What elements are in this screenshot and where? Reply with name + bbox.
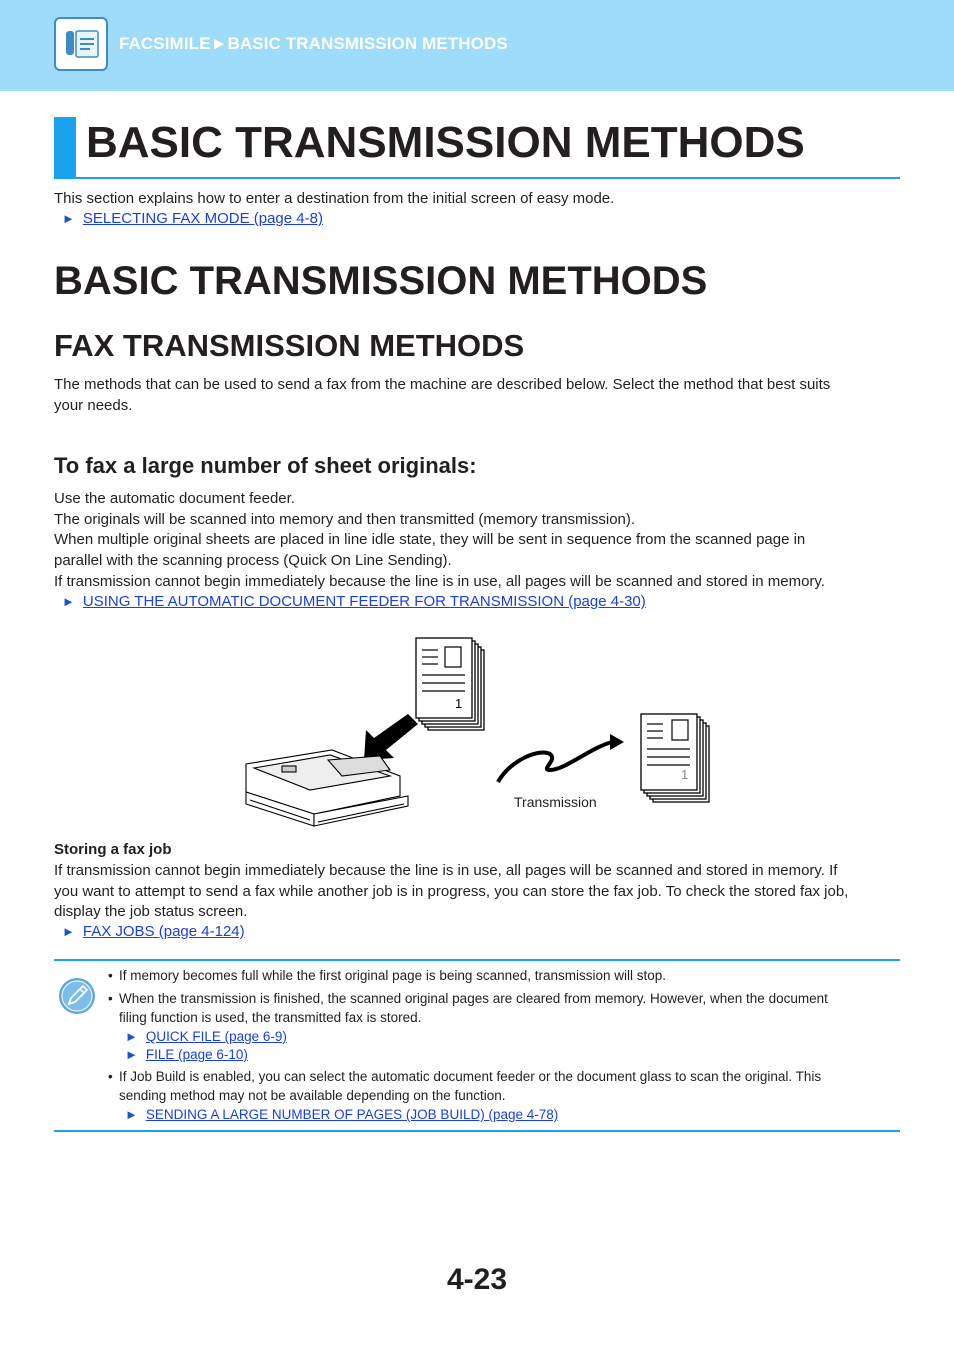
arrow-right-icon: ► [62, 211, 75, 226]
note-top-border [54, 959, 900, 961]
page-number: 4-23 [447, 1263, 508, 1296]
quick-file-link[interactable]: QUICK FILE (page 6-9) [145, 1029, 287, 1044]
transmission-caption: Transmission [514, 794, 597, 810]
section-title: BASIC TRANSMISSION METHODS [54, 259, 708, 303]
file-link-row [125, 1045, 248, 1065]
arrow-right-icon: ► [125, 1107, 138, 1122]
intro-link-row [62, 209, 323, 229]
fax-transmission-illustration [240, 630, 720, 830]
subsection-title: FAX TRANSMISSION METHODS [54, 328, 525, 363]
note-3-line-2: sending method may not be available depending on the function. [119, 1088, 506, 1103]
fax-jobs-link-row [62, 922, 245, 942]
adf-transmission-link[interactable]: USING THE AUTOMATIC DOCUMENT FEEDER FOR TRANSMISSION (page 4-30) [82, 593, 646, 610]
sheet-originals-line-1: Use the automatic document feeder. [54, 490, 295, 507]
file-link[interactable]: FILE (page 6-10) [145, 1047, 248, 1062]
note-bottom-border [54, 1130, 900, 1132]
adf-link-row [62, 592, 646, 612]
title-accent-bar [54, 117, 76, 177]
selecting-fax-mode-link[interactable]: SELECTING FAX MODE (page 4-8) [82, 210, 323, 227]
copier-machine [246, 750, 408, 826]
right-page-number: 1 [681, 767, 689, 782]
quick-file-link-row [125, 1027, 287, 1047]
sheet-originals-line-3: When multiple original sheets are placed in line idle state, they will be sent in sequence from the scanned page in [54, 531, 806, 548]
feed-arrow [364, 714, 418, 760]
note-3-line-1: If Job Build is enabled, you can select the automatic document feeder or the document glass to scan the original. This [119, 1069, 822, 1084]
chapter-title: BASIC TRANSMISSION METHODS [86, 118, 805, 167]
subsection-line-2: your needs. [54, 397, 133, 414]
arrow-right-icon: ► [62, 924, 75, 939]
job-build-link-row [125, 1105, 558, 1125]
title-underline [54, 177, 900, 179]
sheet-originals-line-5: If transmission cannot begin immediately because the line is in use, all pages will be scanned and stored in memory. [54, 573, 825, 590]
subsection-line-1: The methods that can be used to send a fax from the machine are described below. Select the method that best suits [54, 376, 831, 393]
sheet-originals-line-2: The originals will be scanned into memory and then transmitted (memory transmission). [54, 511, 636, 528]
breadcrumb[interactable]: FACSIMILE►BASIC TRANSMISSION METHODS [119, 34, 508, 53]
pencil-note-icon [58, 977, 96, 1015]
note-2-line-2: filing function is used, the transmitted fax is stored. [119, 1010, 422, 1025]
note-1-line-1: If memory becomes full while the first original page is being scanned, transmission will stop. [119, 968, 666, 983]
header-bar [0, 0, 954, 91]
fax-jobs-link[interactable]: FAX JOBS (page 4-124) [82, 923, 245, 940]
left-page-number: 1 [455, 696, 463, 711]
fax-icon [54, 17, 108, 71]
arrow-right-icon: ► [62, 594, 75, 609]
sheet-originals-line-4: parallel with the scanning process (Quick On Line Sending). [54, 552, 452, 569]
intro-text: This section explains how to enter a destination from the initial screen of easy mode. [54, 190, 615, 207]
arrow-right-icon: ► [125, 1047, 138, 1062]
storing-line-3: display the job status screen. [54, 903, 248, 920]
transmission-arrow [498, 742, 612, 782]
arrow-right-icon: ► [125, 1029, 138, 1044]
job-build-link[interactable]: SENDING A LARGE NUMBER OF PAGES (JOB BUILD) (page 4-78) [145, 1107, 559, 1122]
sheet-originals-title: To fax a large number of sheet originals: [54, 453, 477, 478]
storing-line-2: you want to attempt to send a fax while another job is in progress, you can store the fax job. To check the stored fax job, [54, 883, 849, 900]
note-2-line-1: When the transmission is finished, the scanned original pages are cleared from memory. However, when the document [119, 991, 828, 1006]
storing-line-1: If transmission cannot begin immediately because the line is in use, all pages will be scanned and stored in memory. If [54, 862, 838, 879]
storing-title: Storing a fax job [54, 841, 172, 858]
